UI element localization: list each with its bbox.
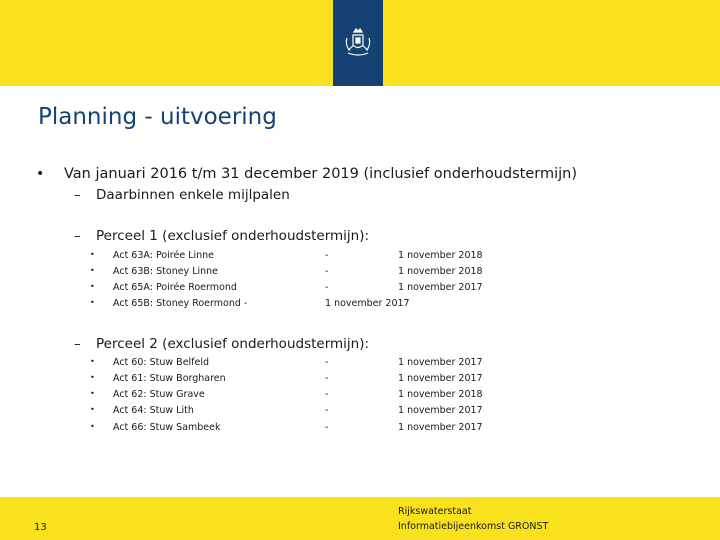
list-item [0, 298, 720, 314]
list-item [0, 266, 720, 282]
separator: - [325, 250, 329, 261]
dash-icon: – [74, 336, 81, 352]
list-item [0, 357, 720, 373]
act-label: Act 63B: Stoney Linne [113, 266, 219, 277]
slide-title: Planning - uitvoering [38, 104, 277, 130]
milestone-date: 1 november 2018 [398, 266, 483, 277]
bullet-icon: • [90, 282, 95, 291]
main-bullet: Van januari 2016 t/m 31 december 2019 (inclusief onderhoudstermijn) [64, 166, 578, 182]
footer-band [0, 497, 720, 540]
list-item [0, 373, 720, 389]
page-number: 13 [34, 522, 47, 533]
bullet-icon: • [90, 298, 95, 307]
act-label: Act 65A: Poirée Roermond [113, 282, 237, 293]
list-item [0, 250, 720, 266]
act-label: Act 63A: Poirée Linne [113, 250, 215, 261]
coat-of-arms-icon [341, 28, 375, 58]
list-item [0, 389, 720, 405]
dash-icon: – [74, 228, 81, 244]
separator: - [325, 373, 329, 384]
bullet-icon: • [90, 250, 95, 259]
sub-bullet-text: Daarbinnen enkele mijlpalen [96, 187, 290, 203]
act-label: Act 65B: Stoney Roermond - [113, 298, 248, 309]
separator: - [325, 405, 329, 416]
list-item [0, 405, 720, 421]
perceel2-heading [74, 336, 369, 352]
milestone-date: 1 november 2017 [325, 298, 410, 309]
act-label: Act 62: Stuw Grave [113, 389, 205, 400]
separator: - [325, 389, 329, 400]
milestone-date: 1 november 2018 [398, 389, 483, 400]
dash-icon: – [74, 187, 81, 203]
milestone-date: 1 november 2017 [398, 405, 483, 416]
bullet-icon: • [90, 357, 95, 366]
list-item [0, 282, 720, 298]
footer-organization: Rijkswaterstaat [398, 506, 472, 517]
separator: - [325, 282, 329, 293]
bullet-icon: • [90, 389, 95, 398]
bullet-icon: • [90, 405, 95, 414]
perceel2-heading-text: Perceel 2 (exclusief onderhoudstermijn): [96, 336, 370, 352]
bullet-icon: • [90, 422, 95, 431]
bullet-icon: • [90, 373, 95, 382]
milestone-date: 1 november 2017 [398, 357, 483, 368]
act-label: Act 60: Stuw Belfeld [113, 357, 210, 368]
footer-event: Informatiebijeenkomst GRONST [398, 521, 549, 532]
logo [333, 0, 383, 86]
separator: - [325, 422, 329, 433]
milestone-date: 1 november 2018 [398, 250, 483, 261]
separator: - [325, 266, 329, 277]
list-item [0, 422, 720, 438]
perceel1-heading-text: Perceel 1 (exclusief onderhoudstermijn): [96, 228, 370, 244]
act-label: Act 66: Stuw Sambeek [113, 422, 221, 433]
sub-bullet-milestones [74, 187, 290, 203]
separator: - [325, 357, 329, 368]
milestone-date: 1 november 2017 [398, 282, 483, 293]
bullet-icon: • [90, 266, 95, 275]
bullet-icon: • [36, 166, 45, 182]
milestone-date: 1 november 2017 [398, 373, 483, 384]
milestone-date: 1 november 2017 [398, 422, 483, 433]
perceel1-heading [74, 228, 369, 244]
act-label: Act 61: Stuw Borgharen [113, 373, 226, 384]
act-label: Act 64: Stuw Lith [113, 405, 194, 416]
